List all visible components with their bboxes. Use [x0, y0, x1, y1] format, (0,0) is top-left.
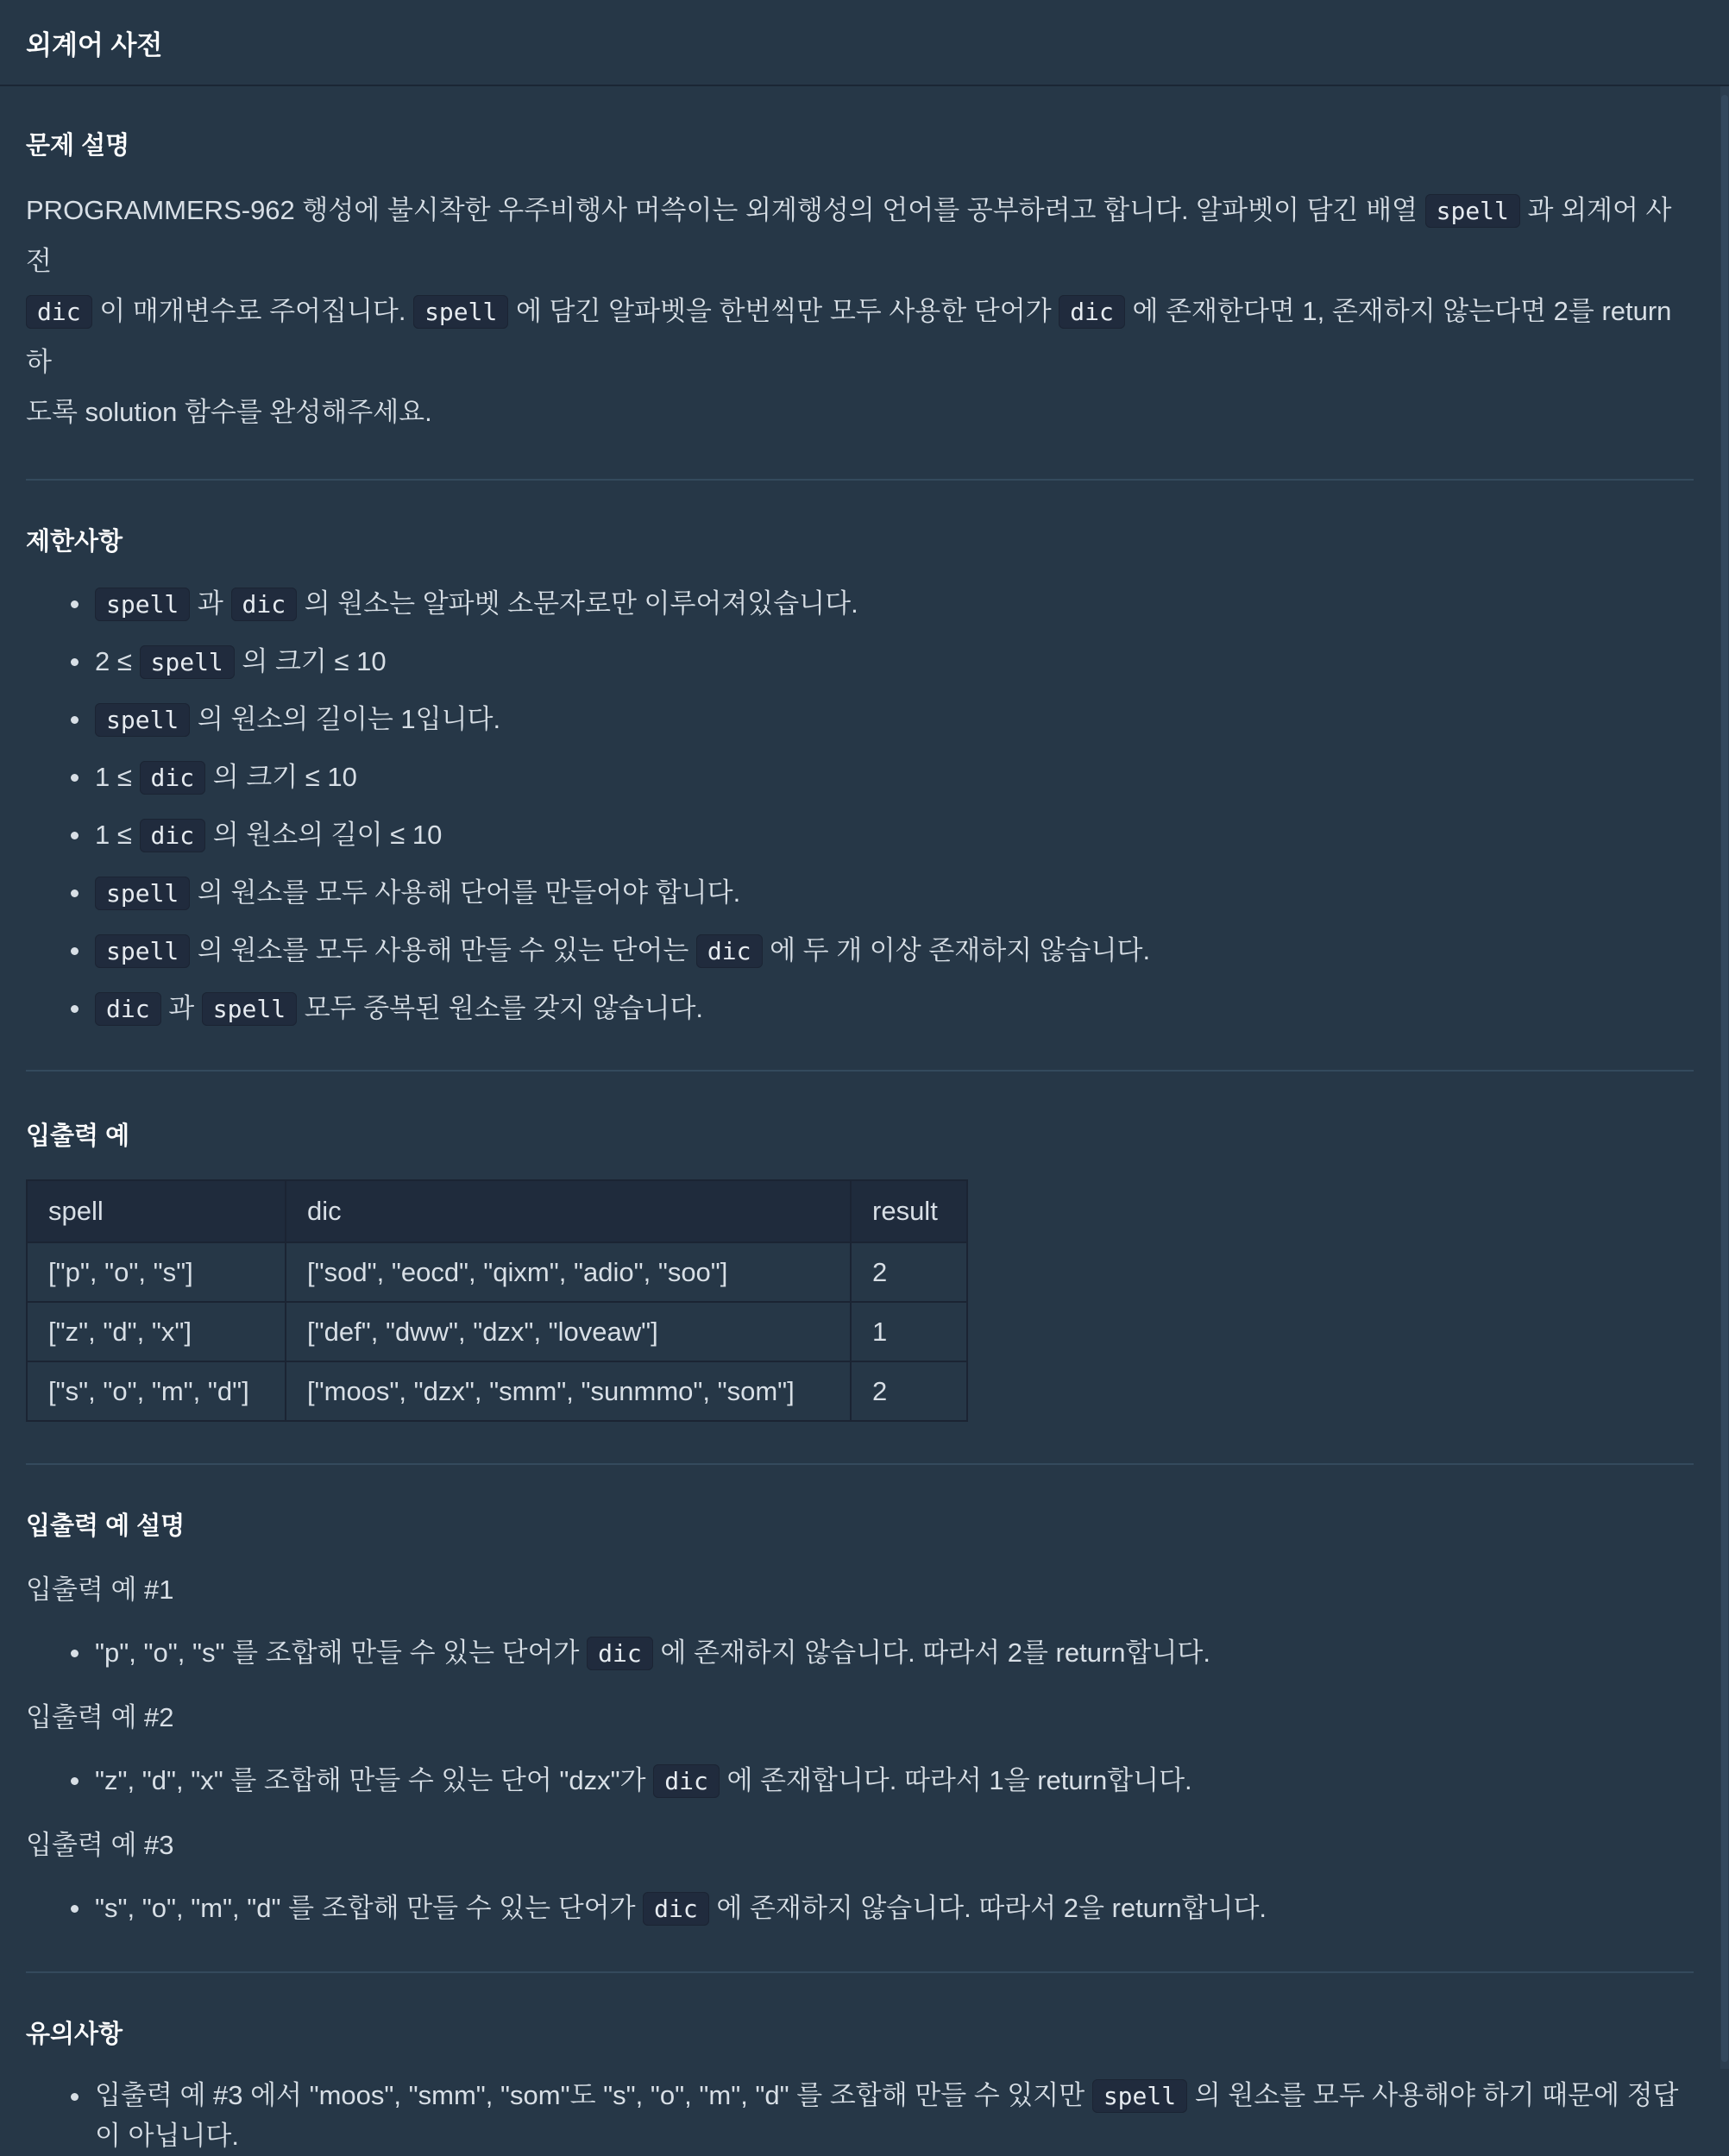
- code-spell: spell: [1425, 194, 1520, 228]
- column-header: result: [851, 1180, 967, 1242]
- notes-heading: 유의사항: [26, 2021, 123, 2048]
- bullet-icon: [71, 832, 79, 839]
- list-item: 1 ≤ dic 의 크기 ≤ 10: [26, 748, 1694, 806]
- bullet-icon: [71, 600, 79, 608]
- list-item: "z", "d", "x" 를 조합해 만들 수 있는 단어 "dzx"가 dic 에 존재합니다. 따라서 1을 return합니다.: [26, 1751, 1694, 1809]
- notes-list: [26, 2067, 1694, 2156]
- table-cell: ["def", "dww", "dzx", "loveaw"]: [286, 1302, 851, 1361]
- list-item: spell 의 원소의 길이는 1입니다.: [26, 690, 1694, 748]
- table-cell: ["s", "o", "m", "d"]: [27, 1361, 286, 1421]
- table-cell: 1: [851, 1302, 967, 1361]
- list-item: 1 ≤ dic 의 원소의 길이 ≤ 10: [26, 806, 1694, 864]
- bullet-icon: [71, 1650, 79, 1657]
- list-item: "p", "o", "s" 를 조합해 만들 수 있는 단어가 dic 에 존재하지 않습니다. 따라서 2를 return합니다.: [26, 1624, 1694, 1681]
- bullet-icon: [71, 716, 79, 724]
- constraints-heading: 제한사항: [26, 528, 123, 556]
- examples-heading: 입출력 예: [26, 1122, 130, 1150]
- bullet-icon: [71, 1005, 79, 1013]
- problem-title: 외계어 사전: [26, 29, 163, 60]
- column-header: spell: [27, 1180, 286, 1242]
- table-row: [27, 1242, 967, 1302]
- table-cell: ["p", "o", "s"]: [27, 1242, 286, 1302]
- table-row: [27, 1302, 967, 1361]
- table-cell: 2: [851, 1361, 967, 1421]
- list-item: spell 의 원소를 모두 사용해 단어를 만들어야 합니다.: [26, 864, 1694, 921]
- list-item: dic 과 spell 모두 중복된 원소를 갖지 않습니다.: [26, 979, 1694, 1037]
- problem-content: [26, 86, 1694, 2156]
- bullet-icon: [71, 1777, 79, 1785]
- list-item: "s", "o", "m", "d" 를 조합해 만들 수 있는 단어가 dic 에 존재하지 않습니다. 따라서 2을 return합니다.: [26, 1879, 1694, 1937]
- list-item: 입출력 예 #3 에서 "moos", "smm", "som"도 "s", "o", "m", "d" 를 조합해 만들 수 있지만 spell 의 원소를 모두 사용해야 하기 때문에 정답 이 아닙니다.: [26, 2067, 1694, 2156]
- bullet-icon: [71, 947, 79, 955]
- list-item: 2 ≤ spell 의 크기 ≤ 10: [26, 632, 1694, 690]
- table-header-row: [27, 1180, 967, 1242]
- bullet-icon: [71, 1905, 79, 1913]
- code-dic: dic: [1059, 295, 1125, 329]
- examples-table: [26, 1179, 968, 1422]
- example-list: [26, 1879, 1694, 1937]
- description-heading: 문제 설명: [26, 132, 130, 160]
- scrollbar-thumb[interactable]: [1721, 95, 1728, 2062]
- bullet-icon: [71, 658, 79, 666]
- list-item: spell 과 dic 의 원소는 알파벳 소문자로만 이루어져있습니다.: [26, 575, 1694, 632]
- example-title: 입출력 예 #3: [26, 1830, 174, 1860]
- list-item: spell 의 원소를 모두 사용해 만들 수 있는 단어는 dic 에 두 개 이상 존재하지 않습니다.: [26, 921, 1694, 979]
- table-cell: ["sod", "eocd", "qixm", "adio", "soo"]: [286, 1242, 851, 1302]
- bullet-icon: [71, 2093, 79, 2101]
- example-list: [26, 1624, 1694, 1681]
- scrollbar[interactable]: [1720, 86, 1729, 2069]
- code-dic: dic: [26, 295, 92, 329]
- table-cell: ["z", "d", "x"]: [27, 1302, 286, 1361]
- example-title: 입출력 예 #2: [26, 1702, 174, 1732]
- description-text: PROGRAMMERS-962 행성에 불시착한 우주비행사 머쓱이는 외계행성의 언어를 공부하려고 합니다. 알파벳이 담긴 배열 spell 과 외계어 사전 dic 이 매개변수로 주어집니다. spell 에 담긴 알파벳을 한번씩만 모두 사용한 단어가 dic 에 존재한다면 1, 존재하지 않는다면 2를 return하 도록 solution 함수를 완성해주세요.: [26, 195, 1672, 427]
- code-spell: spell: [413, 295, 508, 329]
- example-list: [26, 1751, 1694, 1809]
- table-cell: ["moos", "dzx", "smm", "sunmmo", "som"]: [286, 1361, 851, 1421]
- bullet-icon: [71, 774, 79, 782]
- explanation-heading: 입출력 예 설명: [26, 1512, 185, 1540]
- column-header: dic: [286, 1180, 851, 1242]
- table-cell: 2: [851, 1242, 967, 1302]
- problem-header: [0, 0, 1729, 86]
- constraints-list: [26, 575, 1694, 1037]
- table-row: [27, 1361, 967, 1421]
- bullet-icon: [71, 889, 79, 897]
- example-title: 입출력 예 #1: [26, 1575, 174, 1605]
